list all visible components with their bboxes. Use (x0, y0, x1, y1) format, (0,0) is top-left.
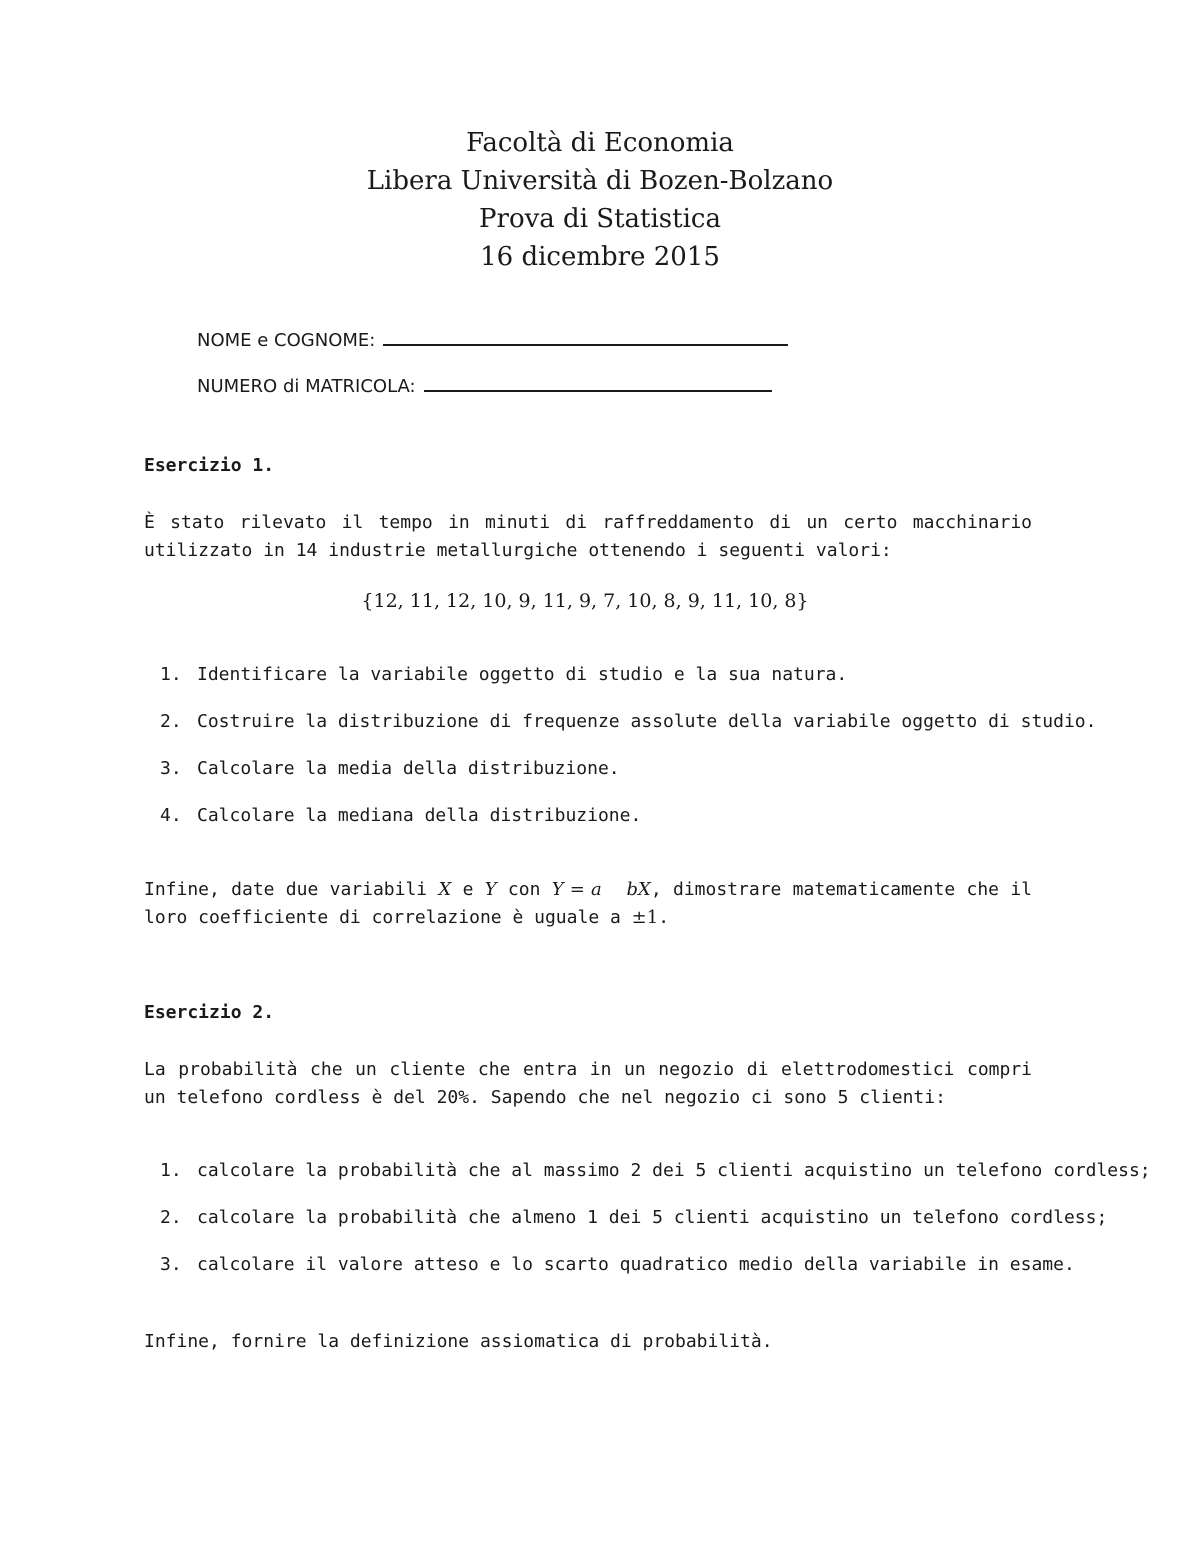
exercise2-questions (160, 1160, 1151, 1301)
exam-title: Prova di Statistica (479, 204, 721, 234)
matricola-blank-line (424, 376, 772, 392)
name-field (197, 330, 788, 351)
exercise1-questions (160, 664, 1096, 852)
exam-date: 16 dicembre 2015 (480, 242, 720, 272)
exercise1-closing: Infine, date due variabili X e Y con Y = a bX, dimostrare matematicamente che il loro coefficiente di correlazione è uguale a ±1. (144, 879, 1032, 928)
university-name: Libera Università di Bozen-Bolzano (366, 166, 834, 196)
list-item: 3. calcolare il valore atteso e lo scarto quadratico medio della variabile in esame. (160, 1254, 1075, 1275)
exercise2-title: Esercizio 2. (144, 1002, 275, 1023)
list-item: 3. Calcolare la media della distribuzione. (160, 758, 620, 779)
list-item: 1. Identificare la variabile oggetto di studio e la sua natura. (160, 664, 848, 685)
list-item: 2. Costruire la distribuzione di frequenze assolute della variabile oggetto di studio. (160, 711, 1097, 732)
exam-header (0, 124, 1200, 276)
matricola-label: NUMERO di MATRICOLA: (197, 376, 416, 397)
matricola-field (197, 376, 772, 397)
name-label: NOME e COGNOME: (197, 330, 376, 351)
list-item: 2. calcolare la probabilità che almeno 1 dei 5 clienti acquistino un telefono cordless; (160, 1207, 1108, 1228)
name-blank-line (383, 330, 788, 346)
exercise2-closing: Infine, fornire la definizione assiomatica di probabilità. (144, 1331, 773, 1352)
list-item: 4. Calcolare la mediana della distribuzione. (160, 805, 642, 826)
exercise1-intro: È stato rilevato il tempo in minuti di raffreddamento di un certo macchinario utilizzato in 14 industrie metallurgiche ottenendo i seguenti valori: (144, 512, 1032, 561)
faculty-name: Facoltà di Economia (466, 128, 734, 158)
exercise2-intro: La probabilità che un cliente che entra in un negozio di elettrodomestici compri un telefono cordless è del 20%. Sapendo che nel negozio ci sono 5 clienti: (144, 1059, 1032, 1108)
exercise1-dataset: {12, 11, 12, 10, 9, 11, 9, 7, 10, 8, 9, 11, 10, 8} (361, 590, 809, 612)
list-item: 1. calcolare la probabilità che al massimo 2 dei 5 clienti acquistino un telefono cordless; (160, 1160, 1151, 1181)
exercise1-title: Esercizio 1. (144, 455, 275, 476)
